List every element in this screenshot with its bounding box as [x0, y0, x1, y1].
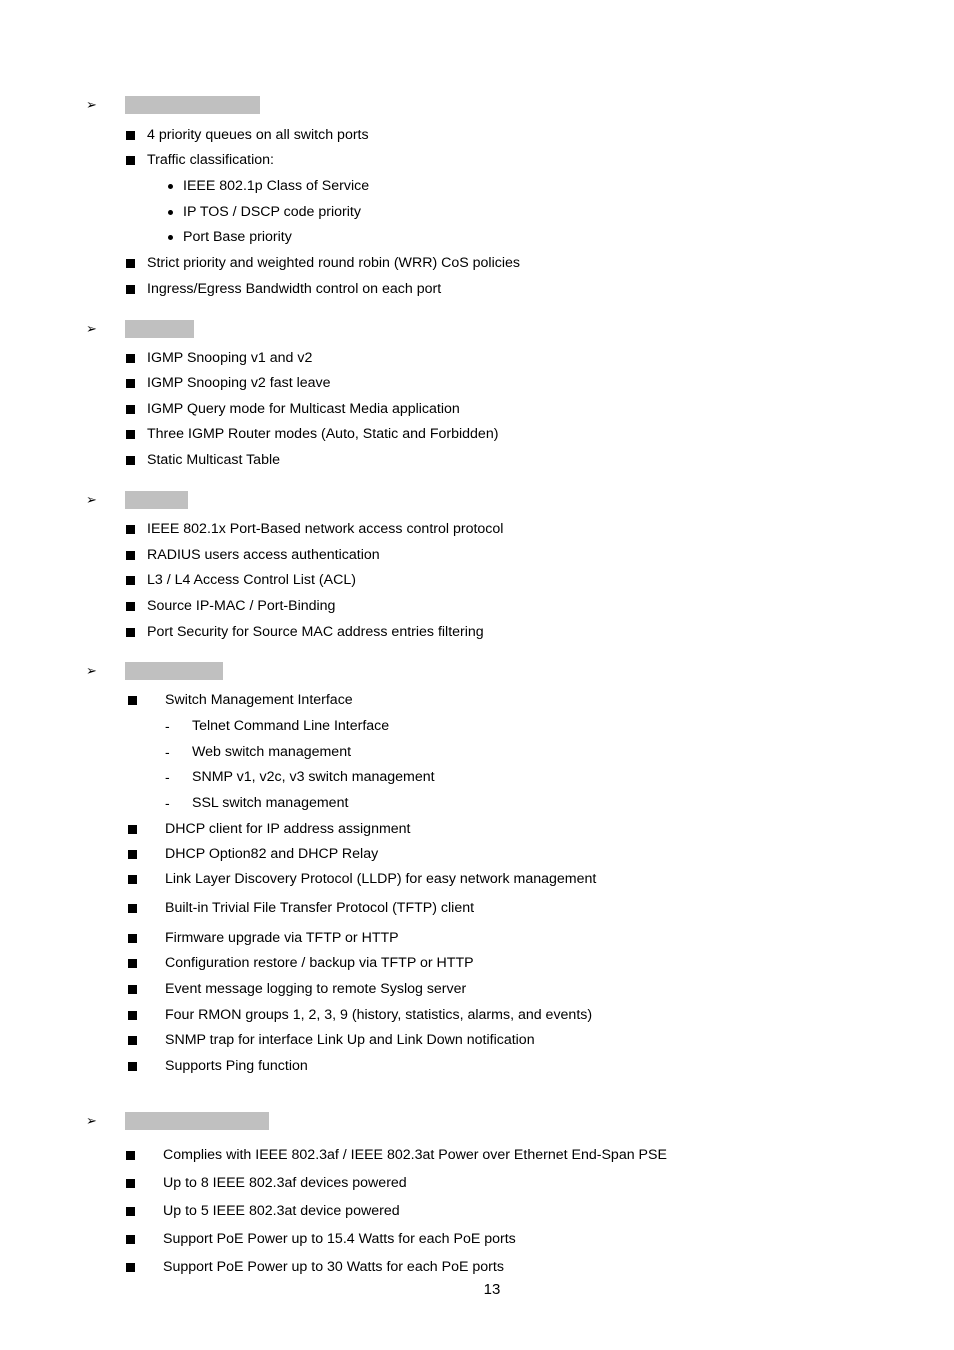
round-bullet-icon	[168, 210, 173, 215]
list-item-text: Up to 8 IEEE 802.3af devices powered	[163, 1175, 407, 1191]
arrowhead-bullet-icon: ➢	[86, 492, 97, 507]
list-item-text: IEEE 802.1p Class of Service	[183, 178, 370, 194]
square-bullet-icon	[128, 985, 137, 994]
square-bullet-icon	[126, 131, 135, 140]
square-bullet-icon	[126, 354, 135, 363]
list-item-text: DHCP Option82 and DHCP Relay	[165, 846, 379, 862]
list-item-text: Ingress/Egress Bandwidth control on each port	[147, 281, 442, 297]
square-bullet-icon	[126, 1207, 135, 1216]
section-heading	[125, 662, 223, 680]
square-bullet-icon	[126, 1263, 135, 1272]
list-item-text: Built-in Trivial File Transfer Protocol (TFTP) client	[165, 900, 475, 916]
list-item-text: Port Base priority	[183, 229, 292, 245]
square-bullet-icon	[128, 875, 137, 884]
list-item-text: IP TOS / DSCP code priority	[183, 204, 361, 220]
square-bullet-icon	[126, 156, 135, 165]
square-bullet-icon	[126, 576, 135, 585]
list-item-text: Up to 5 IEEE 802.3at device powered	[163, 1203, 400, 1219]
square-bullet-icon	[128, 825, 137, 834]
list-item-text: Traffic classification:	[147, 152, 274, 168]
square-bullet-icon	[128, 696, 137, 705]
list-item-text: Support PoE Power up to 30 Watts for each PoE ports	[163, 1259, 504, 1275]
list-item-text: Static Multicast Table	[147, 452, 280, 468]
list-item-text: 4 priority queues on all switch ports	[147, 127, 369, 143]
square-bullet-icon	[126, 405, 135, 414]
list-item-text: Event message logging to remote Syslog server	[165, 981, 467, 997]
list-item-text: Four RMON groups 1, 2, 3, 9 (history, statistics, alarms, and events)	[165, 1007, 593, 1023]
list-item-text: Firmware upgrade via TFTP or HTTP	[165, 930, 399, 946]
list-item-text: Support PoE Power up to 15.4 Watts for each PoE ports	[163, 1231, 516, 1247]
list-item-text: Source IP-MAC / Port-Binding	[147, 598, 336, 614]
square-bullet-icon	[126, 285, 135, 294]
section-heading	[125, 320, 194, 338]
page-number: 13	[483, 1281, 501, 1298]
list-item-text: Switch Management Interface	[165, 692, 353, 708]
list-item-text: SNMP v1, v2c, v3 switch management	[192, 769, 435, 785]
arrowhead-bullet-icon: ➢	[86, 1113, 97, 1128]
square-bullet-icon	[126, 551, 135, 560]
list-item-text: Three IGMP Router modes (Auto, Static and Forbidden)	[147, 426, 499, 442]
list-item-text: Port Security for Source MAC address entries filtering	[147, 624, 484, 640]
square-bullet-icon	[126, 628, 135, 637]
dash-bullet: -	[165, 795, 170, 811]
square-bullet-icon	[128, 904, 137, 913]
section-heading	[125, 96, 260, 114]
square-bullet-icon	[126, 259, 135, 268]
square-bullet-icon	[126, 456, 135, 465]
dash-bullet: -	[165, 744, 170, 760]
square-bullet-icon	[126, 1235, 135, 1244]
square-bullet-icon	[128, 934, 137, 943]
list-item-text: IGMP Snooping v2 fast leave	[147, 375, 331, 391]
list-item-text: Link Layer Discovery Protocol (LLDP) for easy network management	[165, 871, 597, 887]
list-item-text: Complies with IEEE 802.3af / IEEE 802.3at Power over Ethernet End-Span PSE	[163, 1147, 667, 1163]
arrowhead-bullet-icon: ➢	[86, 321, 97, 336]
square-bullet-icon	[128, 1036, 137, 1045]
list-item-text: Supports Ping function	[165, 1058, 308, 1074]
square-bullet-icon	[128, 850, 137, 859]
list-item-text: IGMP Snooping v1 and v2	[147, 350, 313, 366]
square-bullet-icon	[126, 379, 135, 388]
square-bullet-icon	[128, 1011, 137, 1020]
square-bullet-icon	[126, 430, 135, 439]
arrowhead-bullet-icon: ➢	[86, 663, 97, 678]
square-bullet-icon	[126, 525, 135, 534]
list-item-text: Telnet Command Line Interface	[192, 718, 390, 734]
list-item-text: Strict priority and weighted round robin (WRR) CoS policies	[147, 255, 520, 271]
round-bullet-icon	[168, 235, 173, 240]
list-item-text: SNMP trap for interface Link Up and Link Down notification	[165, 1032, 535, 1048]
list-item-text: Configuration restore / backup via TFTP or HTTP	[165, 955, 474, 971]
list-item-text: DHCP client for IP address assignment	[165, 821, 411, 837]
section-heading	[125, 491, 188, 509]
square-bullet-icon	[126, 1179, 135, 1188]
dash-bullet: -	[165, 769, 170, 785]
list-item-text: RADIUS users access authentication	[147, 547, 380, 563]
square-bullet-icon	[128, 1062, 137, 1071]
list-item-text: IEEE 802.1x Port-Based network access control protocol	[147, 521, 504, 537]
list-item-text: IGMP Query mode for Multicast Media application	[147, 401, 460, 417]
arrowhead-bullet-icon: ➢	[86, 97, 97, 112]
list-item-text: L3 / L4 Access Control List (ACL)	[147, 572, 356, 588]
list-item-text: SSL switch management	[192, 795, 349, 811]
dash-bullet: -	[165, 718, 170, 734]
round-bullet-icon	[168, 184, 173, 189]
section-heading	[125, 1112, 269, 1130]
square-bullet-icon	[126, 1151, 135, 1160]
list-item-text: Web switch management	[192, 744, 352, 760]
square-bullet-icon	[126, 602, 135, 611]
square-bullet-icon	[128, 959, 137, 968]
